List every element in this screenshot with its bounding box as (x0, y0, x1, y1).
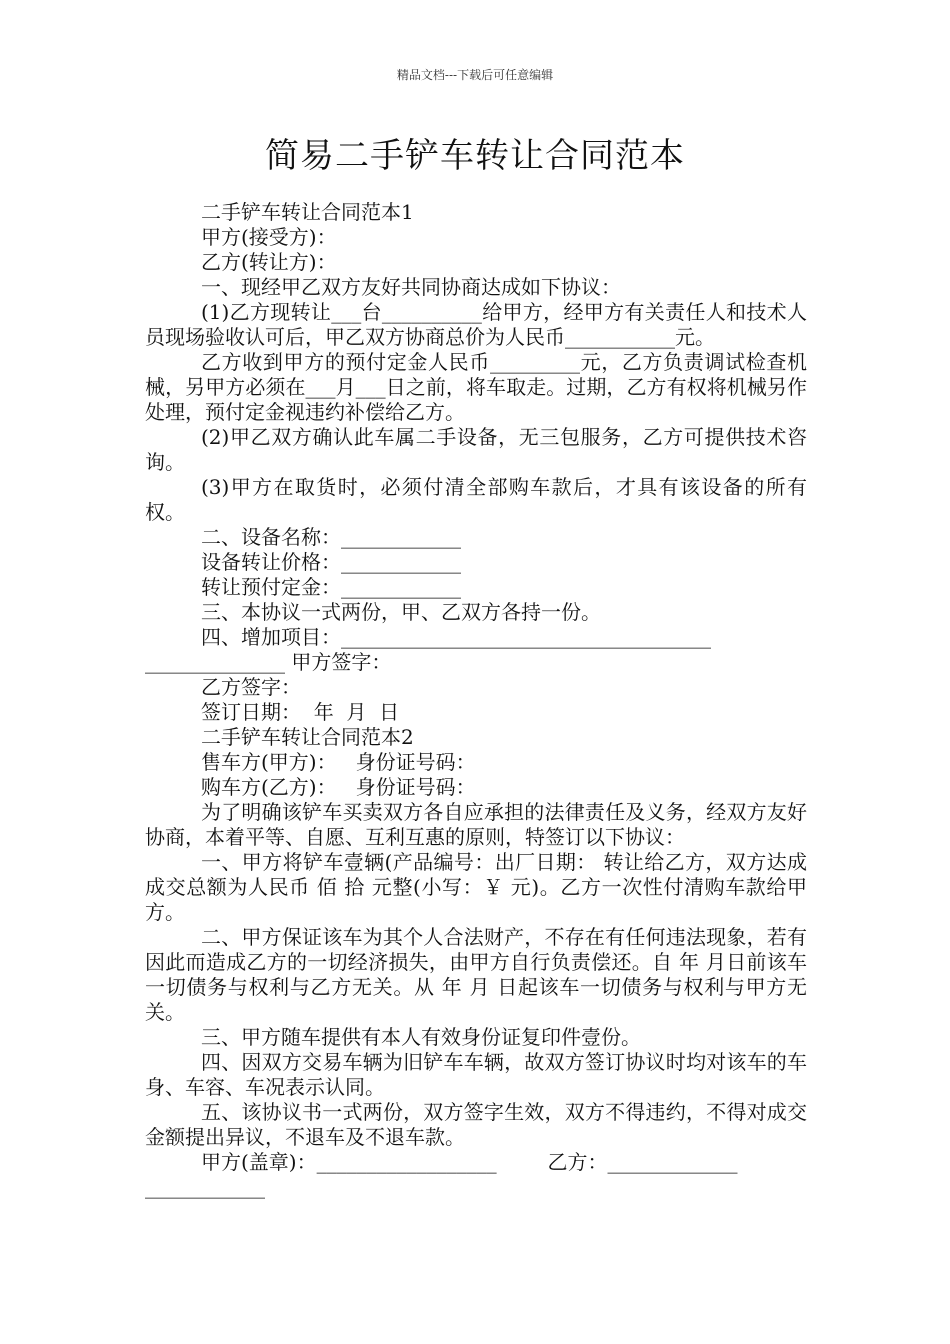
clause-2: (2)甲乙双方确认此车属二手设备，无三包服务，乙方可提供技术咨询。 (145, 425, 807, 474)
clause-3: (3)甲方在取货时，必须付清全部购车款后，才具有该设备的所有权。 (145, 475, 807, 524)
clause-one: 一、甲方将铲车壹辆(产品编号：出厂日期： 转让给乙方，双方达成成交总额为人民币 佰 拾 元整(小写：￥ 元)。乙方一次性付清购车款给甲方。 (145, 850, 807, 924)
party-a-line: 甲方(接受方)： (201, 225, 337, 249)
additional-items-line: 四、增加项目：_____________________________________ (201, 625, 711, 649)
clause-1: (1)乙方现转让___台__________给甲方，经甲方有关责任人和技术人员现场验收认可后，甲乙双方协商总价为人民币___________元。 (145, 300, 807, 349)
clause-two: 二、甲方保证该车为其个人合法财产，不存在有任何违法现象，若有因此而造成乙方的一切经济损失，由甲方自行负责偿还。自 年 月日前该车一切债务与权利与乙方无关。从 年 月 日起该车一切债务与权利与甲方无关。 (145, 925, 807, 1024)
equipment-name-line: 二、设备名称：____________ (201, 525, 461, 549)
party-b-line: 乙方(转让方)： (201, 250, 337, 274)
section-heading: 二手铲车转让合同范本2 (201, 725, 414, 749)
copies-clause: 三、本协议一式两份，甲、乙双方各持一份。 (201, 600, 601, 624)
clause-five: 五、该协议书一式两份，双方签字生效，双方不得违约，不得对成交金额提出异议，不退车及不退车款。 (145, 1100, 807, 1149)
party-b-signature: 乙方签字： (201, 675, 301, 699)
document-title: 简易二手铲车转让合同范本 (265, 136, 685, 176)
section-heading: 二手铲车转让合同范本1 (201, 200, 414, 224)
deposit-clause: 乙方收到甲方的预付定金人民币_________元，乙方负责调试检查机械，另甲方必须在___月___日之前，将车取走。过期，乙方有权将机械另作处理，预付定金视违约补偿给乙方。 (145, 350, 807, 424)
seller-line: 售车方(甲方)： 身份证号码： (201, 750, 476, 774)
agreement-intro: 一、现经甲乙双方友好共同协商达成如下协议： (201, 275, 621, 299)
buyer-line: 购车方(乙方)： 身份证号码： (201, 775, 476, 799)
document-body (145, 200, 807, 1200)
clause-three: 三、甲方随车提供有本人有效身份证复印件壹份。 (201, 1025, 641, 1049)
trailing-blank: ____________ (145, 1175, 265, 1199)
deposit-line: 转让预付定金：____________ (201, 575, 461, 599)
equipment-price-line: 设备转让价格：____________ (201, 550, 461, 574)
stamp-line: 甲方(盖章)：__________________ 乙方：_____________ (201, 1150, 738, 1174)
signing-date: 签订日期： 年 月 日 (201, 700, 400, 724)
clause-four: 四、因双方交易车辆为旧铲车车辆，故双方签订协议时均对该车的车身、车容、车况表示认同。 (145, 1050, 807, 1099)
page-header: 精品文档---下载后可任意编辑 (396, 68, 554, 82)
party-a-signature: ______________ 甲方签字： (145, 650, 392, 674)
preamble: 为了明确该铲车买卖双方各自应承担的法律责任及义务，经双方友好协商，本着平等、自愿、互利互惠的原则，特签订以下协议： (145, 800, 807, 849)
